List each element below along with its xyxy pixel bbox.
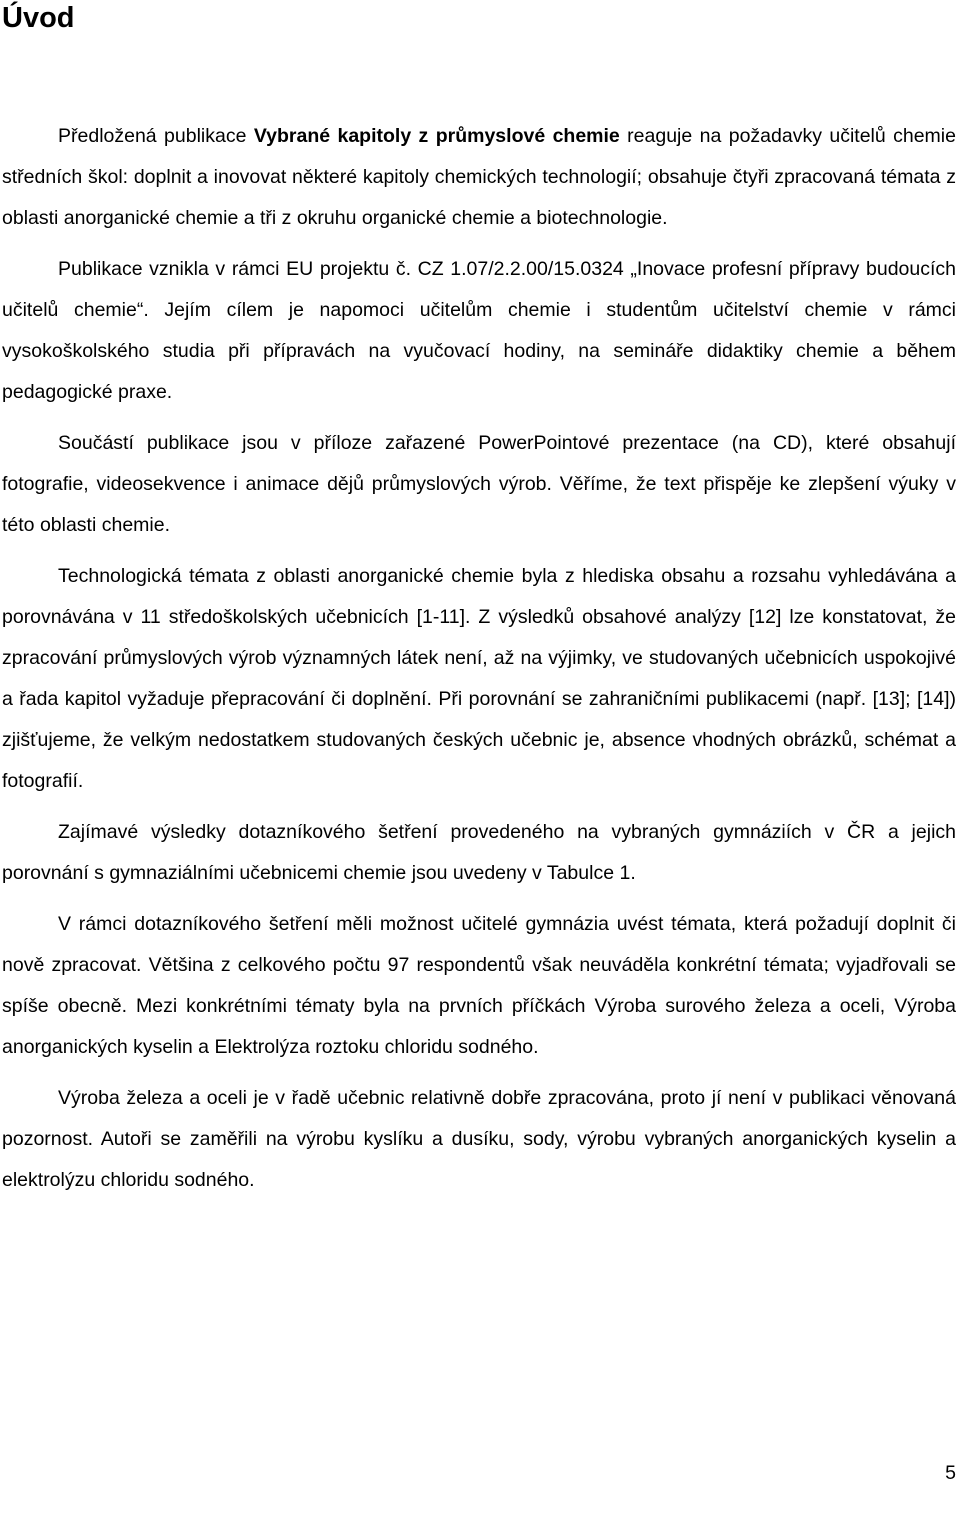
paragraph-attachments: Součástí publikace jsou v příloze zařazené PowerPointové prezentace (na CD), které obsahují fotografie, videosekvence i animace dějů průmyslových výrob. Věříme, že text přispěje ke zlepšení výuky v této oblasti chemie. [2,432,956,536]
paragraph-survey-results: Zajímavé výsledky dotazníkového šetření provedeného na vybraných gymnáziích v ČR a jejich porovnání s gymnaziálními učebnicemi chemie jsou uvedeny v Tabulce 1. [2,821,956,884]
paragraph-project: Publikace vznikla v rámci EU projektu č. CZ 1.07/2.2.00/15.0324 „Inovace profesní přípravy budoucích učitelů chemie“. Jejím cílem je napomoci učitelům chemie i studentům učitelství chemie v rámci vysokoškolského studia při přípravách na vyučovací hodiny, na semináře didaktiky chemie a během pedagogické praxe. [2,258,956,403]
paragraph-intro-rest: reaguje na požadavky učitelů chemie středních škol: doplnit a inovovat některé kapitoly chemických technologií; obsahuje čtyři zpracovaná témata z oblasti anorganické chemie a tři z okruhu organické chemie a biotechnologie. [2,125,956,229]
paragraph-textbook-analysis: Technologická témata z oblasti anorganické chemie byla z hlediska obsahu a rozsahu vyhledávána a porovnávána v 11 středoškolských učebnicích [1-11]. Z výsledků obsahové analýzy [12] lze konstatovat, že zpracování průmyslových výrob významných látek není, až na výjimky, ve studovaných učebnicích uspokojivé a řada kapitol vyžaduje přepracování či doplnění. Při porovnání se zahraničními publikacemi (např. [13]; [14]) zjišťujeme, že velkým nedostatkem studovaných českých učebnic je, absence vhodných obrázků, schémat a fotografií. [2,565,956,792]
paragraph-intro [2,116,956,239]
page-number: 5 [945,1462,956,1484]
paragraph-intro-lead: Předložená publikace [58,125,254,147]
paragraph-focus: Výroba železa a oceli je v řadě učebnic relativně dobře zpracována, proto jí není v publikaci věnovaná pozornost. Autoři se zaměřili na výrobu kyslíku a dusíku, sody, výrobu vybraných anorganických kyselin a elektrolýzu chloridu sodného. [2,1087,956,1191]
paragraph-survey-topics: V rámci dotazníkového šetření měli možnost učitelé gymnázia uvést témata, která požadují doplnit či nově zpracovat. Většina z celkového počtu 97 respondentů však neuváděla konkrétní témata; vyjadřovali se spíše obecně. Mezi konkrétními tématy byla na prvních příčkách Výroba surového železa a oceli, Výroba anorganických kyselin a Elektrolýza roztoku chloridu sodného. [2,913,956,1058]
section-heading: Úvod [2,2,75,34]
publication-title: Vybrané kapitoly z průmyslové chemie [253,125,620,147]
body-text [2,116,956,1211]
